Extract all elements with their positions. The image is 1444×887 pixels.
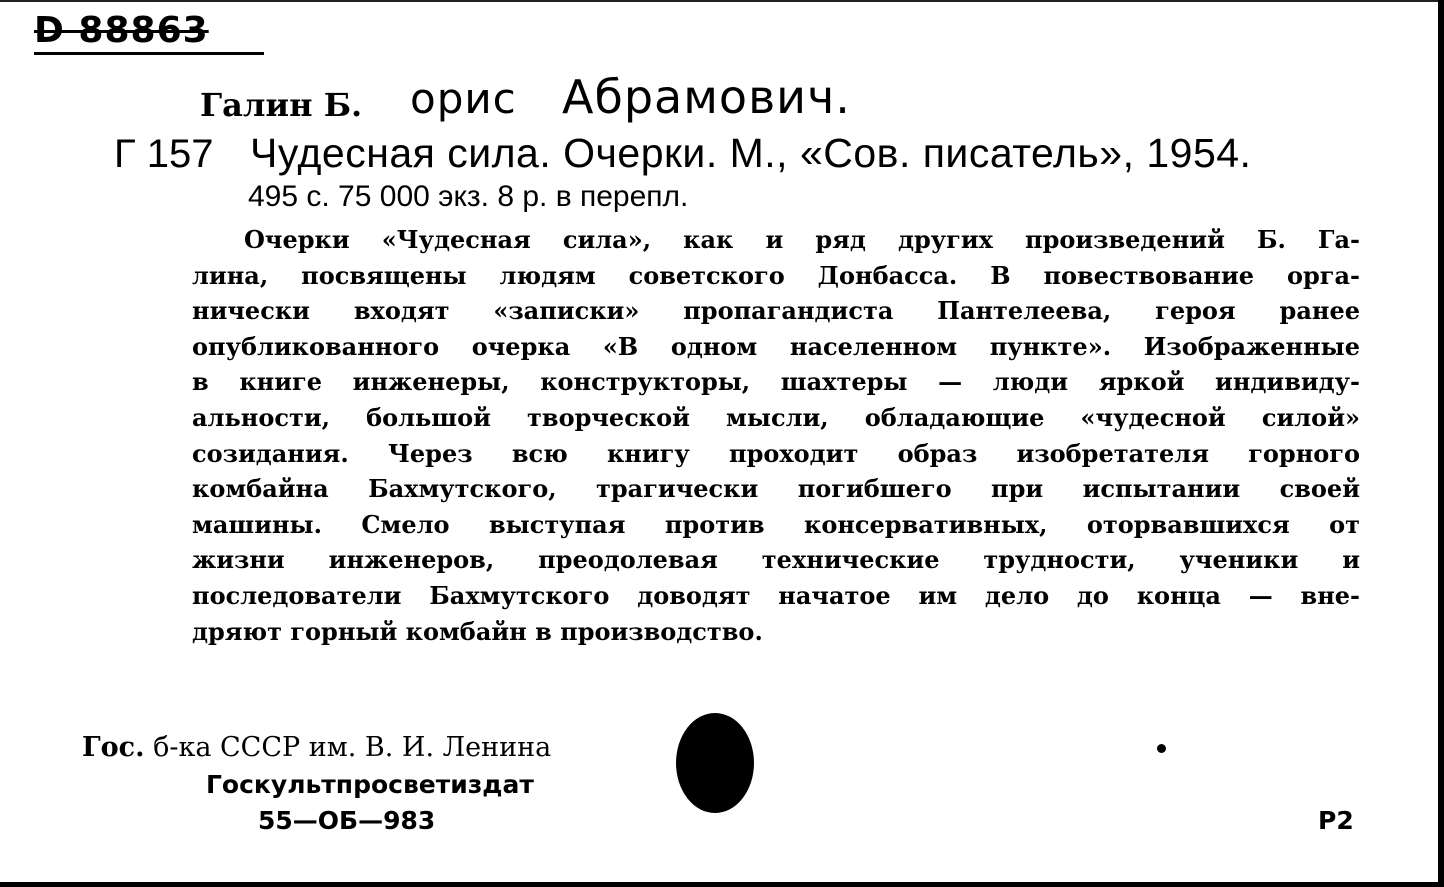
annotation-line: нически входят «записки» пропагандиста Пантелеева, героя ранее	[192, 296, 1360, 326]
author-handwritten-first: орис	[410, 74, 517, 123]
annotation-line: комбайна Бахмутского, трагически погибшего при испытании своей	[192, 474, 1360, 504]
call-number: D 88863	[34, 10, 209, 51]
annotation-line: в книге инженеры, конструкторы, шахтеры — люди яркой индивиду-	[192, 367, 1360, 397]
footer-order-code: 55—ОБ—983	[258, 806, 436, 835]
imprint-line: 495 с. 75 000 экз. 8 р. в перепл.	[248, 180, 689, 213]
annotation-line: машины. Смело выступая против консервативных, оторвавшихся от	[192, 509, 1360, 539]
footer-library-prefix: Гос.	[82, 732, 145, 763]
annotation-line: опубликованного очерка «В одном населенном пункте». Изображенные	[192, 331, 1360, 361]
author-handwritten-patronymic: Абрамович.	[562, 70, 851, 124]
footer-publisher: Госкультпросветиздат	[206, 770, 534, 799]
annotation-line: последователи Бахмутского доводят начатое им дело до конца — вне-	[192, 580, 1360, 610]
index-code: Г 157	[114, 132, 214, 176]
annotation-line: альности, большой творческой мысли, обладающие «чудесной силой»	[192, 402, 1360, 432]
title-line: Чудесная сила. Очерки. М., «Сов. писатель», 1954.	[250, 130, 1252, 176]
shelf-code: Р2	[1318, 806, 1354, 835]
annotation-line: дряют горный комбайн в производство.	[192, 616, 763, 646]
ink-dot	[1157, 744, 1166, 753]
annotation-line: созидания. Через всю книгу проходит образ изобретателя горного	[192, 438, 1360, 468]
footer-library	[82, 732, 551, 763]
annotation-line: Очерки «Чудесная сила», как и ряд других произведений Б. Га-	[244, 225, 1360, 254]
author-printed: Галин Б.	[200, 86, 363, 124]
card-bottom-edge	[0, 882, 1444, 887]
call-number-underline	[34, 52, 264, 55]
annotation	[192, 222, 1360, 649]
annotation-line: жизни инженеров, преодолевая технические трудности, ученики и	[192, 545, 1360, 575]
footer-library-name: б-ка СССР им. В. И. Ленина	[153, 732, 552, 763]
annotation-line: лина, посвящены людям советского Донбасса. В повествование орга-	[192, 260, 1360, 290]
card-top-edge	[0, 0, 1444, 2]
punch-hole	[676, 713, 754, 813]
card-right-edge	[1438, 0, 1444, 887]
